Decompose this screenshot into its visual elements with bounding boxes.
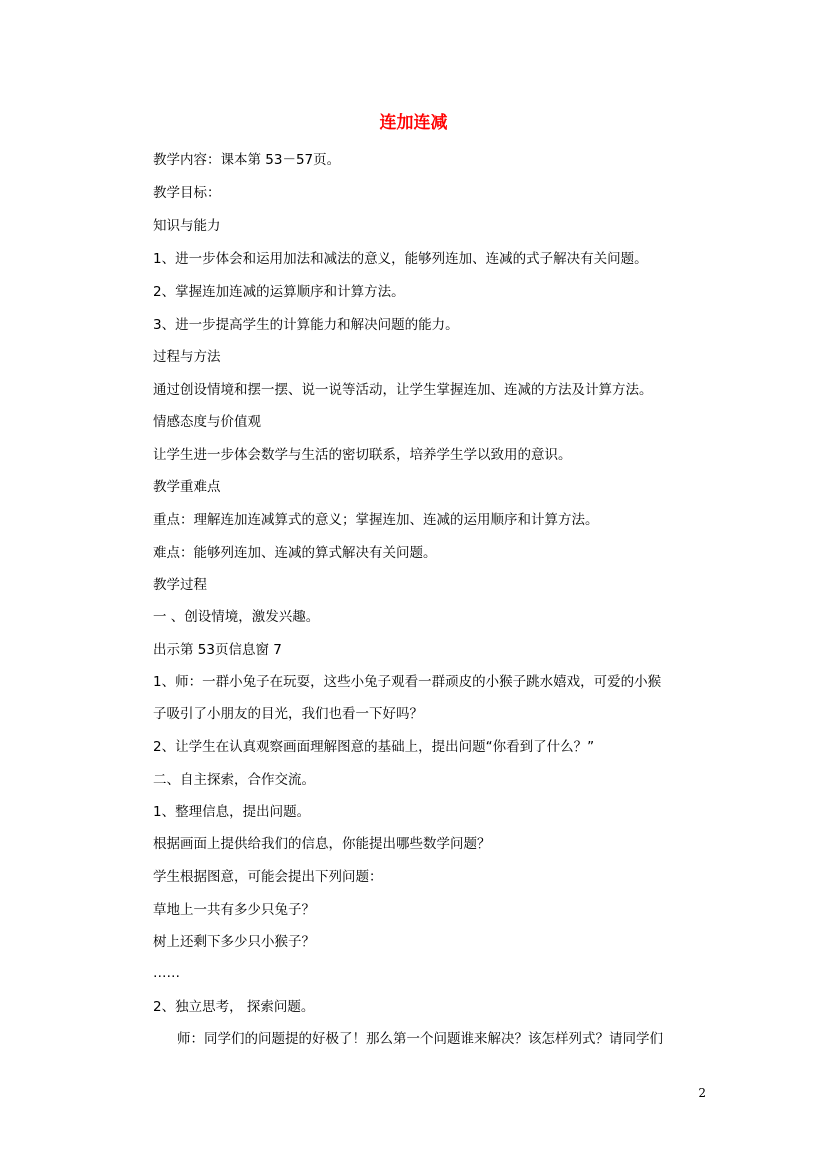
text-line: 让学生进一步体会数学与生活的密切联系，培养学生学以致用的意识。 <box>153 447 572 463</box>
text-line: 1、进一步体会和运用加法和减法的意义，能够列连加、连减的式子解决有关问题。 <box>153 251 648 267</box>
text-line: 2、掌握连加连减的运算顺序和计算方法。 <box>153 284 405 300</box>
text-line: 师：同学们的问题提的好极了！那么第一个问题谁来解决？该怎样列式？请同学们 <box>177 1031 663 1047</box>
text-line: 子吸引了小朋友的目光，我们也看一下好吗？ <box>153 706 423 722</box>
document-title: 连加连减 <box>379 113 448 133</box>
text-line: 2、让学生在认真观察画面理解图意的基础上，提出问题“你看到了什么？” <box>153 739 595 755</box>
text-line: 一 、创设情境，激发兴趣。 <box>153 609 320 625</box>
text-line: 通过创设情境和摆一摆、说一说等活动，让学生掌握连加、连减的方法及计算方法。 <box>153 382 653 398</box>
text-line: 教学内容：课本第 53－57页。 <box>153 152 341 168</box>
page-number: 2 <box>698 1086 706 1100</box>
section-heading: 教学重难点 <box>153 479 221 495</box>
text-line: 草地上一共有多少只兔子？ <box>153 902 315 918</box>
text-line: 教学目标： <box>153 185 221 201</box>
text-line: 树上还剩下多少只小猴子？ <box>153 934 315 950</box>
text-line: 学生根据图意，可能会提出下列问题： <box>153 869 383 885</box>
text-line: 2、独立思考， 探索问题。 <box>153 999 315 1015</box>
text-line: 3、进一步提高学生的计算能力和解决问题的能力。 <box>153 317 459 333</box>
text-line: 难点：能够列连加、连减的算式解决有关问题。 <box>153 545 437 561</box>
section-heading: 教学过程 <box>153 577 207 593</box>
text-line: 重点：理解连加连减算式的意义；掌握连加、连减的运用顺序和计算方法。 <box>153 512 599 528</box>
text-line: 1、整理信息，提出问题。 <box>153 804 311 820</box>
section-heading: 知识与能力 <box>153 218 221 234</box>
text-line: …… <box>153 965 180 981</box>
text-line: 二、自主探索，合作交流。 <box>153 772 315 788</box>
section-heading: 过程与方法 <box>153 349 221 365</box>
section-heading: 情感态度与价值观 <box>153 414 261 430</box>
text-line: 根据画面上提供给我们的信息，你能提出哪些数学问题？ <box>153 836 491 852</box>
text-line: 出示第 53页信息窗 7 <box>153 642 282 658</box>
text-line: 1、师：一群小兔子在玩耍，这些小兔子观看一群顽皮的小猴子跳水嬉戏，可爱的小猴 <box>153 674 662 690</box>
